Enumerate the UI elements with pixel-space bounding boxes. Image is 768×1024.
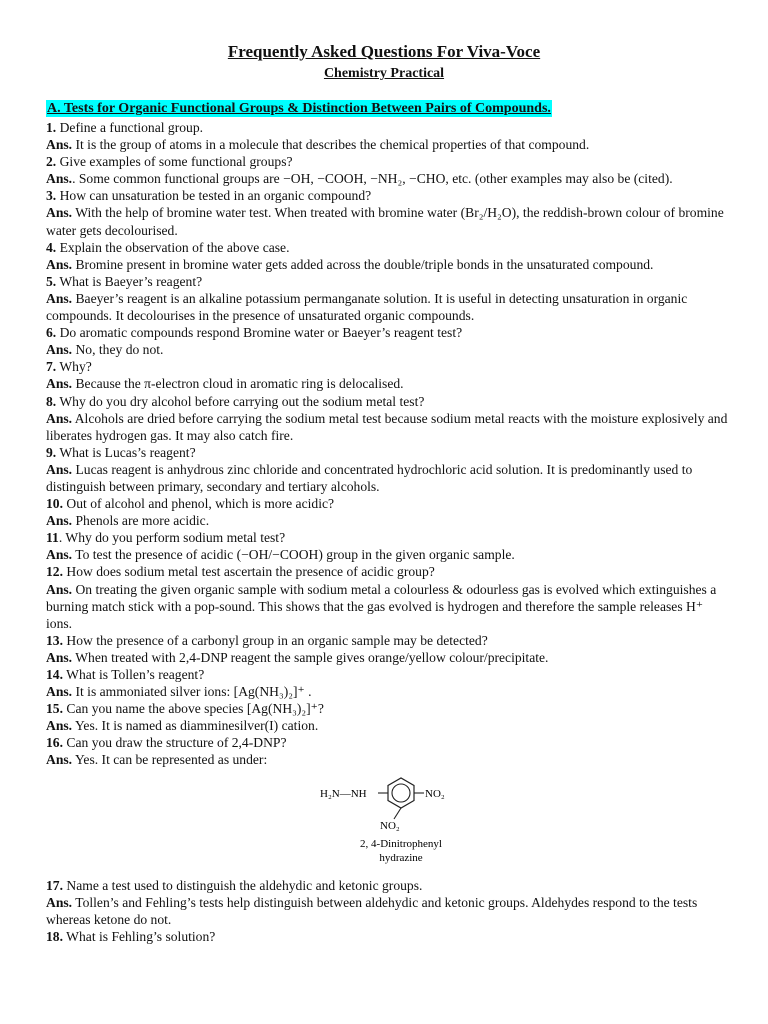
answer-text: Bromine present in bromine water gets added across the double/triple bonds in the unsaturated compound. [72, 256, 654, 272]
question-text: Define a functional group. [56, 120, 204, 135]
answer-text: To test the presence of acidic (−OH/−COOH) group in the given organic sample. [72, 547, 515, 563]
answer-label: Ans. [46, 137, 73, 153]
dnp-structure-figure [46, 775, 730, 875]
answer-label: Ans. [46, 684, 73, 700]
question-8 [46, 393, 730, 410]
question-text: Out of alcohol and phenol, which is more acidic? [63, 496, 335, 512]
question-number: 7. [46, 359, 57, 375]
question-text: How can unsaturation be tested in an organic compound? [56, 188, 372, 204]
question-17 [46, 877, 730, 894]
answer-11 [46, 546, 730, 563]
right-group-label: NO₂ [425, 787, 445, 800]
bottom-group-label: NO₂ [380, 819, 400, 832]
answer-5 [46, 290, 730, 324]
answer-15 [46, 717, 730, 734]
question-number: 17. [46, 877, 63, 893]
question-number: 8. [46, 393, 57, 409]
question-6 [46, 324, 730, 341]
question-number: 9. [46, 444, 57, 460]
question-text: What is Fehling’s solution? [63, 928, 216, 944]
answer-label: Ans. [46, 410, 73, 426]
answer-label: Ans. [46, 752, 73, 768]
answer-label: Ans. [46, 513, 73, 529]
answer-text: Alcohols are dried before carrying the sodium metal test because sodium metal reacts with the moisture explosively and liberates hydrogen gas. It may also catch fire. [46, 410, 731, 443]
question-text: Give examples of some functional groups? [56, 154, 293, 170]
question-number: 4. [46, 239, 57, 255]
question-11 [46, 529, 730, 546]
question-text: Why do you dry alcohol before carrying out the sodium metal test? [56, 393, 425, 409]
question-text: How does sodium metal test ascertain the presence of acidic group? [63, 564, 435, 580]
aromatic-circle [392, 784, 410, 802]
dnp-structure-diagram [306, 775, 496, 873]
question-13 [46, 632, 730, 649]
answer-text: Baeyer’s reagent is an alkaline potassium permanganate solution. It is useful in detecting unsaturation in organic compounds. It decolourises in the presence of unsaturated organic compounds. [46, 290, 691, 324]
answer-label: Ans. [46, 205, 73, 221]
answer-label: Ans. [46, 376, 73, 392]
answer-9 [46, 461, 730, 495]
structure-caption-line2: hydrazine [379, 851, 423, 864]
question-number: 16. [46, 735, 63, 751]
question-number: 14. [46, 667, 63, 682]
qa-list [46, 119, 730, 945]
answer-label: Ans. [46, 649, 73, 665]
question-7 [46, 358, 730, 375]
answer-text: Lucas reagent is anhydrous zinc chloride and concentrated hydrochloric acid solution. It is predominantly used to distinguish between primary, secondary and tertiary alcohols. [46, 461, 696, 494]
question-text: What is Baeyer’s reagent? [56, 273, 203, 289]
page-title: Frequently Asked Questions For Viva-Voce [227, 42, 541, 61]
question-5 [46, 273, 730, 290]
question-number: 5. [46, 273, 57, 289]
question-18 [46, 928, 730, 945]
question-text: . Why do you perform sodium metal test? [58, 530, 286, 546]
answer-label: Ans. [46, 718, 73, 734]
question-text: Do aromatic compounds respond Bromine water or Baeyer’s reagent test? [56, 325, 463, 341]
answer-text: On treating the given organic sample with sodium metal a colourless & odourless gas is evolved which extinguishes a burning match stick with a pop-sound. This shows that the gas evolved is hydrogen and therefore the sample releases H⁺ ions. [46, 581, 720, 631]
answer-14 [46, 683, 730, 700]
answer-7 [46, 375, 730, 392]
question-number: 12. [46, 564, 63, 580]
question-4 [46, 239, 730, 256]
question-number: 1. [46, 120, 57, 135]
bond-bottom [394, 808, 401, 819]
question-number: 13. [46, 632, 63, 648]
answer-1 [46, 136, 730, 153]
question-number: 6. [46, 325, 57, 341]
left-group-label: H₂N—NH [320, 787, 367, 800]
answer-text: Yes. It can be represented as under: [72, 752, 268, 768]
question-2 [46, 153, 730, 170]
answer-text: With the help of bromine water test. When treated with bromine water (Br₂/H₂O), the reddish-brown colour of bromine water gets decolourised. [46, 205, 728, 238]
question-3 [46, 187, 730, 204]
section-heading: A. Tests for Organic Functional Groups & Distinction Between Pairs of Compounds. [47, 101, 551, 116]
answer-text: It is ammoniated silver ions: [Ag(NH₃)₂]⁺ . [72, 684, 312, 700]
question-15 [46, 700, 730, 717]
structure-caption-line1: 2, 4-Dinitrophenyl [360, 837, 442, 850]
question-text: Explain the observation of the above case. [56, 239, 290, 255]
answer-12 [46, 581, 730, 632]
answer-label: Ans. [46, 342, 73, 358]
answer-text: No, they do not. [72, 342, 164, 358]
question-number: 11 [46, 530, 59, 546]
question-text: Name a test used to distinguish the aldehydic and ketonic groups. [63, 877, 423, 893]
question-number: 15. [46, 701, 63, 717]
answer-text: . Some common functional groups are −OH, −COOH, −NH₂, −CHO, etc. (other examples may also be (cited). [72, 171, 673, 187]
answer-6 [46, 341, 730, 358]
question-number: 10. [46, 496, 63, 512]
answer-text: It is the group of atoms in a molecule that describes the chemical properties of that compound. [72, 137, 590, 153]
answer-label: Ans. [46, 581, 73, 597]
answer-2 [46, 170, 730, 187]
answer-17 [46, 894, 730, 928]
question-number: 18. [46, 928, 63, 944]
question-text: What is Lucas’s reagent? [56, 444, 196, 460]
answer-text: Tollen’s and Fehling’s tests help distinguish between aldehydic and ketonic groups. Aldehydes respond to the tests whereas ketone do not. [46, 894, 701, 927]
question-text: Can you name the above species [Ag(NH₃)₂]⁺? [63, 701, 324, 717]
question-text: How the presence of a carbonyl group in an organic sample may be detected? [63, 632, 488, 648]
answer-text: Yes. It is named as diamminesilver(I) cation. [72, 718, 319, 734]
answer-text: When treated with 2,4-DNP reagent the sample gives orange/yellow colour/precipitate. [72, 649, 549, 665]
answer-label: Ans. [46, 547, 73, 563]
question-10 [46, 495, 730, 512]
question-number: 3. [46, 188, 57, 204]
answer-4 [46, 256, 730, 273]
question-9 [46, 444, 730, 461]
answer-3 [46, 204, 730, 238]
answer-text: Because the π-electron cloud in aromatic ring is delocalised. [72, 376, 404, 392]
question-12 [46, 563, 730, 580]
answer-13 [46, 649, 730, 666]
question-number: 2. [46, 154, 57, 170]
question-text: Why? [56, 359, 92, 375]
question-text: What is Tollen’s reagent? [63, 667, 205, 682]
question-14 [46, 666, 730, 683]
answer-10 [46, 512, 730, 529]
answer-label: Ans. [46, 171, 73, 187]
question-text: Can you draw the structure of 2,4-DNP? [63, 735, 287, 751]
page-subtitle: Chemistry Practical [323, 66, 445, 81]
answer-label: Ans. [46, 256, 73, 272]
answer-label: Ans. [46, 461, 73, 477]
question-1 [46, 119, 730, 136]
answer-8 [46, 410, 730, 444]
answer-16 [46, 751, 730, 768]
answer-label: Ans. [46, 290, 73, 306]
answer-text: Phenols are more acidic. [72, 513, 210, 529]
answer-label: Ans. [46, 894, 73, 910]
question-16 [46, 734, 730, 751]
